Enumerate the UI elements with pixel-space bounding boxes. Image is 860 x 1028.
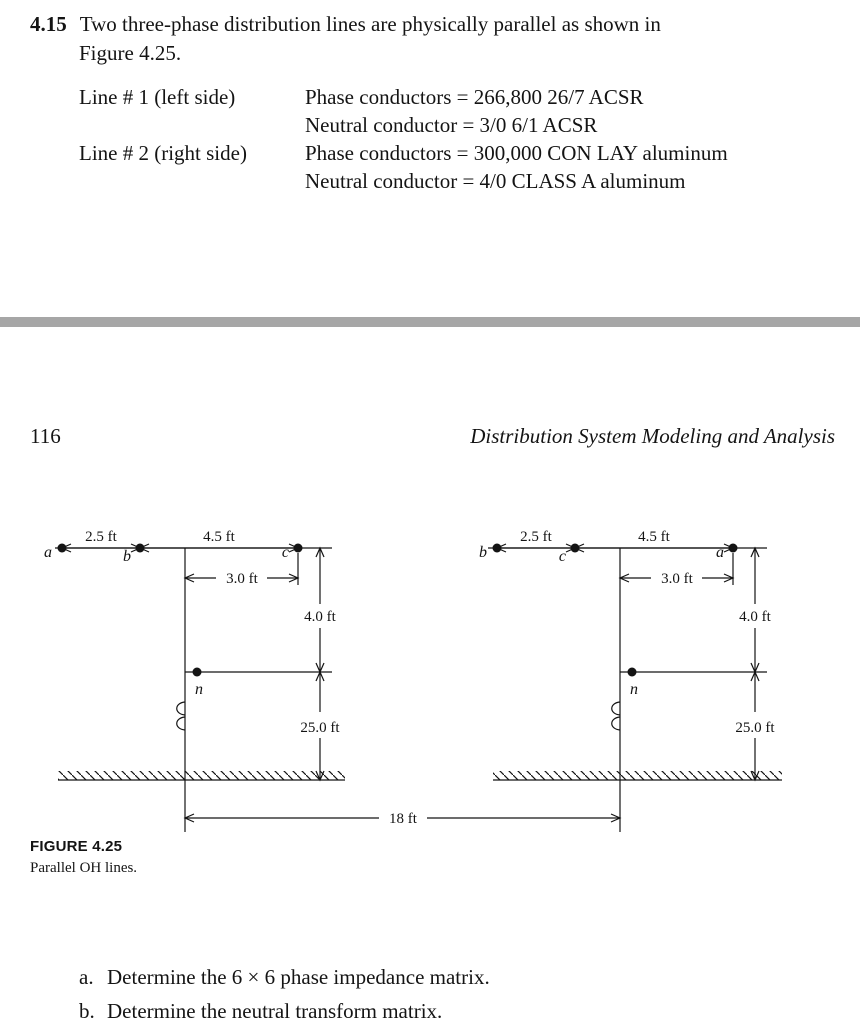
figure-4-25-diagram [0, 505, 860, 839]
dim-label-phase2: 4.5 ft [203, 529, 235, 545]
conductor-dot-1 [493, 544, 502, 553]
phase-label-3: c [281, 544, 289, 561]
phase-label-1: a [44, 544, 52, 561]
right-pole-diagram [479, 529, 782, 832]
dim-label-drop: 4.0 ft [304, 609, 336, 625]
problem-statement-line2: Figure 4.25. [79, 41, 182, 65]
phase-label-3: a [716, 544, 724, 561]
problem-text: Two three-phase distribution lines are physically parallel as shown in [79, 12, 661, 36]
neutral-dot [193, 668, 202, 677]
dim-label-offset: 3.0 ft [661, 571, 693, 587]
pole-coil-symbol [177, 702, 185, 730]
line2-neutral-spec: Neutral conductor = 4/0 CLASS A aluminum [305, 169, 686, 193]
question-b-marker: b. [79, 999, 95, 1023]
conductor-dot-3 [729, 544, 738, 553]
line2-phase-spec: Phase conductors = 300,000 CON LAY aluminum [305, 141, 728, 165]
dim-label-height: 25.0 ft [300, 720, 340, 736]
line1-label: Line # 1 (left side) [79, 85, 236, 109]
neutral-label: n [630, 681, 638, 698]
dim-label-height: 25.0 ft [735, 720, 775, 736]
phase-label-1: b [479, 544, 487, 561]
ground-hatch [58, 771, 345, 780]
dim-label-offset: 3.0 ft [226, 571, 258, 587]
line-specifications [79, 83, 728, 195]
page-divider-bar [0, 317, 860, 327]
conductor-dot-2 [136, 544, 145, 553]
left-pole-diagram [44, 529, 345, 832]
page-number: 116 [30, 424, 61, 448]
phase-label-2: b [123, 548, 131, 565]
conductor-dot-1 [58, 544, 67, 553]
figure-caption: Parallel OH lines. [30, 860, 138, 876]
dim-label-separation: 18 ft [389, 811, 417, 827]
neutral-label: n [195, 681, 203, 698]
separation-dimension [185, 811, 620, 827]
dim-label-phase2: 4.5 ft [638, 529, 670, 545]
problem-statement-line1 [30, 12, 661, 37]
pole-coil-symbol [612, 702, 620, 730]
dim-label-drop: 4.0 ft [739, 609, 771, 625]
question-b-text: Determine the neutral transform matrix. [107, 999, 443, 1023]
figure-label: FIGURE 4.25 [30, 838, 123, 855]
page-header [30, 424, 835, 449]
question-a-marker: a. [79, 965, 94, 989]
question-a-text: Determine the 6 × 6 phase impedance matrix. [107, 965, 490, 989]
line1-phase-spec: Phase conductors = 266,800 26/7 ACSR [305, 85, 644, 109]
ground-hatch [493, 771, 782, 780]
dim-label-phase1: 2.5 ft [85, 529, 117, 545]
phase-label-2: c [558, 548, 566, 565]
questions-list [79, 960, 490, 1028]
conductor-dot-2 [571, 544, 580, 553]
conductor-dot-3 [294, 544, 303, 553]
problem-number: 4.15 [30, 12, 67, 36]
line1-neutral-spec: Neutral conductor = 3/0 6/1 ACSR [305, 113, 598, 137]
neutral-dot [628, 668, 637, 677]
dim-label-phase1: 2.5 ft [520, 529, 552, 545]
line2-label: Line # 2 (right side) [79, 141, 247, 165]
running-title: Distribution System Modeling and Analysis [470, 424, 835, 448]
